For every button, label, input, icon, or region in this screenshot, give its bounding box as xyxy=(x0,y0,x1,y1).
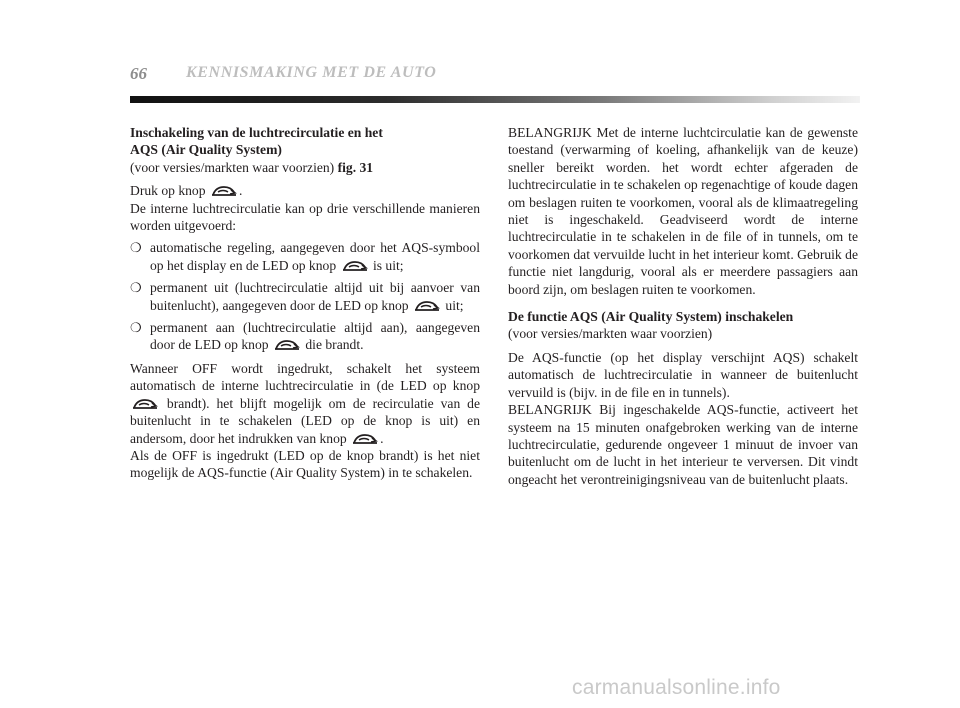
heading-line-2: AQS (Air Quality System) xyxy=(130,142,282,158)
bullet-1-text: automatische regeling, aangegeven door het AQS-symbool op het display en de LED op knop xyxy=(150,240,480,273)
bullet-mark: ❍ xyxy=(130,240,142,256)
recirculation-icon xyxy=(352,432,378,445)
off-text-a: Wanneer OFF wordt ingedrukt, schakelt het systeem automatisch de interne luchtrecirculatie in (de LED op knop xyxy=(130,360,480,394)
bullet-3-end: die brandt. xyxy=(305,337,364,353)
recirculation-icon xyxy=(274,338,300,351)
off-paragraph xyxy=(130,360,480,447)
heading-line-1: Inschakeling van de luchtrecirculatie en het xyxy=(130,125,383,140)
bullet-2-text: permanent uit (luchtrecirculatie altijd uit bij aanvoer van buitenlucht), aangegeven door de LED op knop xyxy=(150,280,480,313)
watermark: carmanualsonline.info xyxy=(572,676,781,699)
recirculation-icon xyxy=(211,184,237,197)
list-item xyxy=(130,239,480,274)
off-text-c: . xyxy=(380,430,384,446)
recirculation-icon xyxy=(414,299,440,312)
page-number: 66 xyxy=(130,64,147,83)
bullet-mark: ❍ xyxy=(130,280,142,296)
off-text-b: brandt). het blijft mogelijk om de recirculatie van de buitenlucht in te schakelen (LED op de knop is uit) en andersom, door het indrukken van knop xyxy=(130,395,480,446)
section-heading-2: De functie AQS (Air Quality System) inschakelen xyxy=(508,309,794,325)
subheading xyxy=(130,159,480,176)
subheading-text: (voor versies/markten waar voorzien) xyxy=(130,159,335,175)
recirculation-icon xyxy=(132,397,158,410)
bullet-2-end: uit; xyxy=(445,297,464,313)
recirculation-icon xyxy=(342,259,368,272)
subheading-2: (voor versies/markten waar voorzien) xyxy=(508,326,713,342)
bullet-3-text: permanent aan (luchtrecirculatie altijd aan), aangegeven door de LED op knop xyxy=(150,320,480,353)
off-note: Als de OFF is ingedrukt (LED op de knop brandt) is het niet mogelijk de AQS-functie (Air Quality System) in te schakelen. xyxy=(130,447,480,481)
list-item xyxy=(130,319,480,354)
bullet-1-end: is uit; xyxy=(372,257,404,273)
running-head: KENNISMAKING MET DE AUTO xyxy=(186,64,437,81)
press-text: Druk op knop xyxy=(130,183,206,199)
aqs-paragraph: De AQS-functie (op het display verschijnt AQS) schakelt automatisch de luchtrecirculatie in wanneer de buitenlucht vervuild is (bijv. in de file en in tunnels). xyxy=(508,349,858,400)
important-note-2: BELANGRIJK Bij ingeschakelde AQS-functie, activeert het systeem na 15 minuten onafgebroken werking van de interne luchtrecirculatie, gedurende ongeveer 1 minuut de invoer van buitenlucht om de lucht in het interieur te verversen. Dit vindt ongeacht het verontreinigingsniveau van de buitenlucht plaats. xyxy=(508,402,858,487)
intro-text: De interne luchtrecirculatie kan op drie verschillende manieren worden uitgevoerd: xyxy=(130,200,480,234)
right-column xyxy=(508,124,858,488)
left-column xyxy=(130,124,480,482)
important-note-1: BELANGRIJK Met de interne luchtcirculatie kan de gewenste toestand (verwarming of koeling, afhankelijk van de keuze) sneller bereikt worden. het wordt echter afgeraden de luchtrecirculatie in te schakelen op regenachtige of koude dagen om beslagen ruiten te voorkomen, vooral als de klimaatregeling niet is ingeschakeld. Geadviseerd wordt de interne luchtrecirculatie in te schakelen in de file of in tunnels, om te voorkomen dat vervuilde lucht in het interieur komt. Gebruik de functie niet langdurig, vooral als er meerdere passagiers aan boord zijn, om beslagen ruiten te voorkomen. xyxy=(508,125,858,297)
list-item xyxy=(130,279,480,314)
section-heading xyxy=(130,124,480,159)
press-instruction xyxy=(130,182,480,199)
fig-ref: fig. 31 xyxy=(337,159,374,175)
press-end: . xyxy=(238,183,243,199)
header-rule xyxy=(130,96,860,103)
bullet-mark: ❍ xyxy=(130,320,142,336)
